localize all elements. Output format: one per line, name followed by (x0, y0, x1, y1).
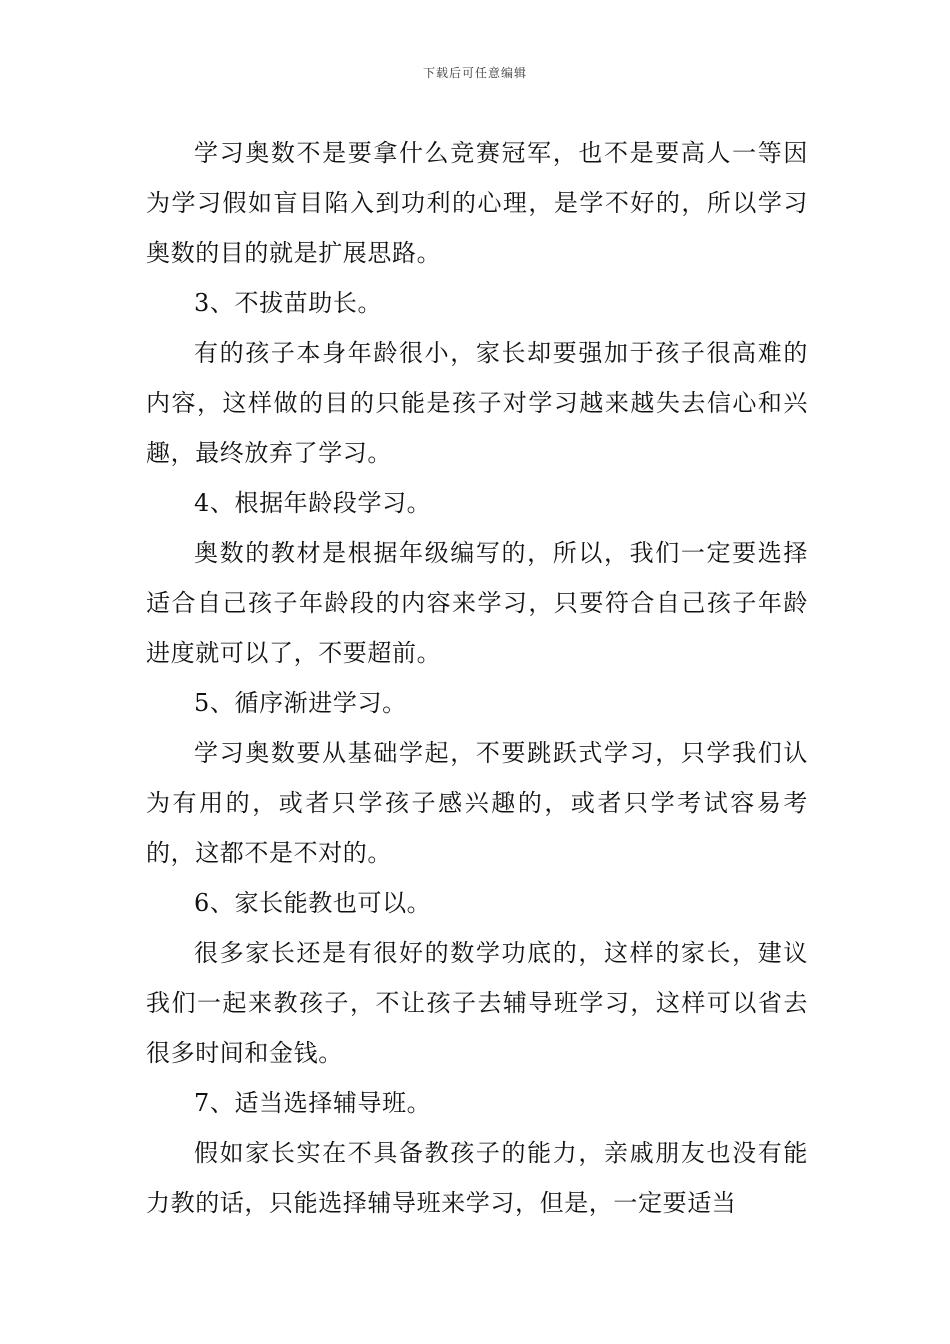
page-header: 下载后可任意编辑 (422, 66, 527, 80)
paragraph-6: 很多家长还是有很好的数学功底的，这样的家长，建议我们一起来教孩子，不让孩子去辅导班学习，这样可以省去很多时间和金钱。 (146, 939, 808, 1067)
paragraph-5: 学习奥数要从基础学起，不要跳跃式学习，只学我们认为有用的，或者只学孩子感兴趣的，或者只学考试容易考的，这都不是不对的。 (146, 739, 808, 867)
heading-7: 7、适当选择辅导班。 (194, 1089, 432, 1117)
paragraph-purpose: 学习奥数不是要拿什么竞赛冠军，也不是要高人一等因为学习假如盲目陷入到功利的心理，是学不好的，所以学习奥数的目的就是扩展思路。 (146, 139, 808, 267)
heading-3: 3、不拔苗助长。 (194, 289, 383, 317)
paragraph-7: 假如家长实在不具备教孩子的能力，亲戚朋友也没有能力教的话，只能选择辅导班来学习，但是，一定要适当 (146, 1139, 808, 1217)
heading-5: 5、循序渐进学习。 (194, 689, 407, 717)
paragraph-3: 有的孩子本身年龄很小，家长却要强加于孩子很高难的内容，这样做的目的只能是孩子对学习越来越失去信心和兴趣，最终放弃了学习。 (146, 339, 808, 467)
document-body (146, 128, 808, 1228)
heading-6: 6、家长能教也可以。 (194, 889, 432, 917)
heading-4: 4、根据年龄段学习。 (194, 489, 432, 517)
paragraph-4: 奥数的教材是根据年级编写的，所以，我们一定要选择适合自己孩子年龄段的内容来学习，只要符合自己孩子年龄进度就可以了，不要超前。 (146, 539, 808, 667)
